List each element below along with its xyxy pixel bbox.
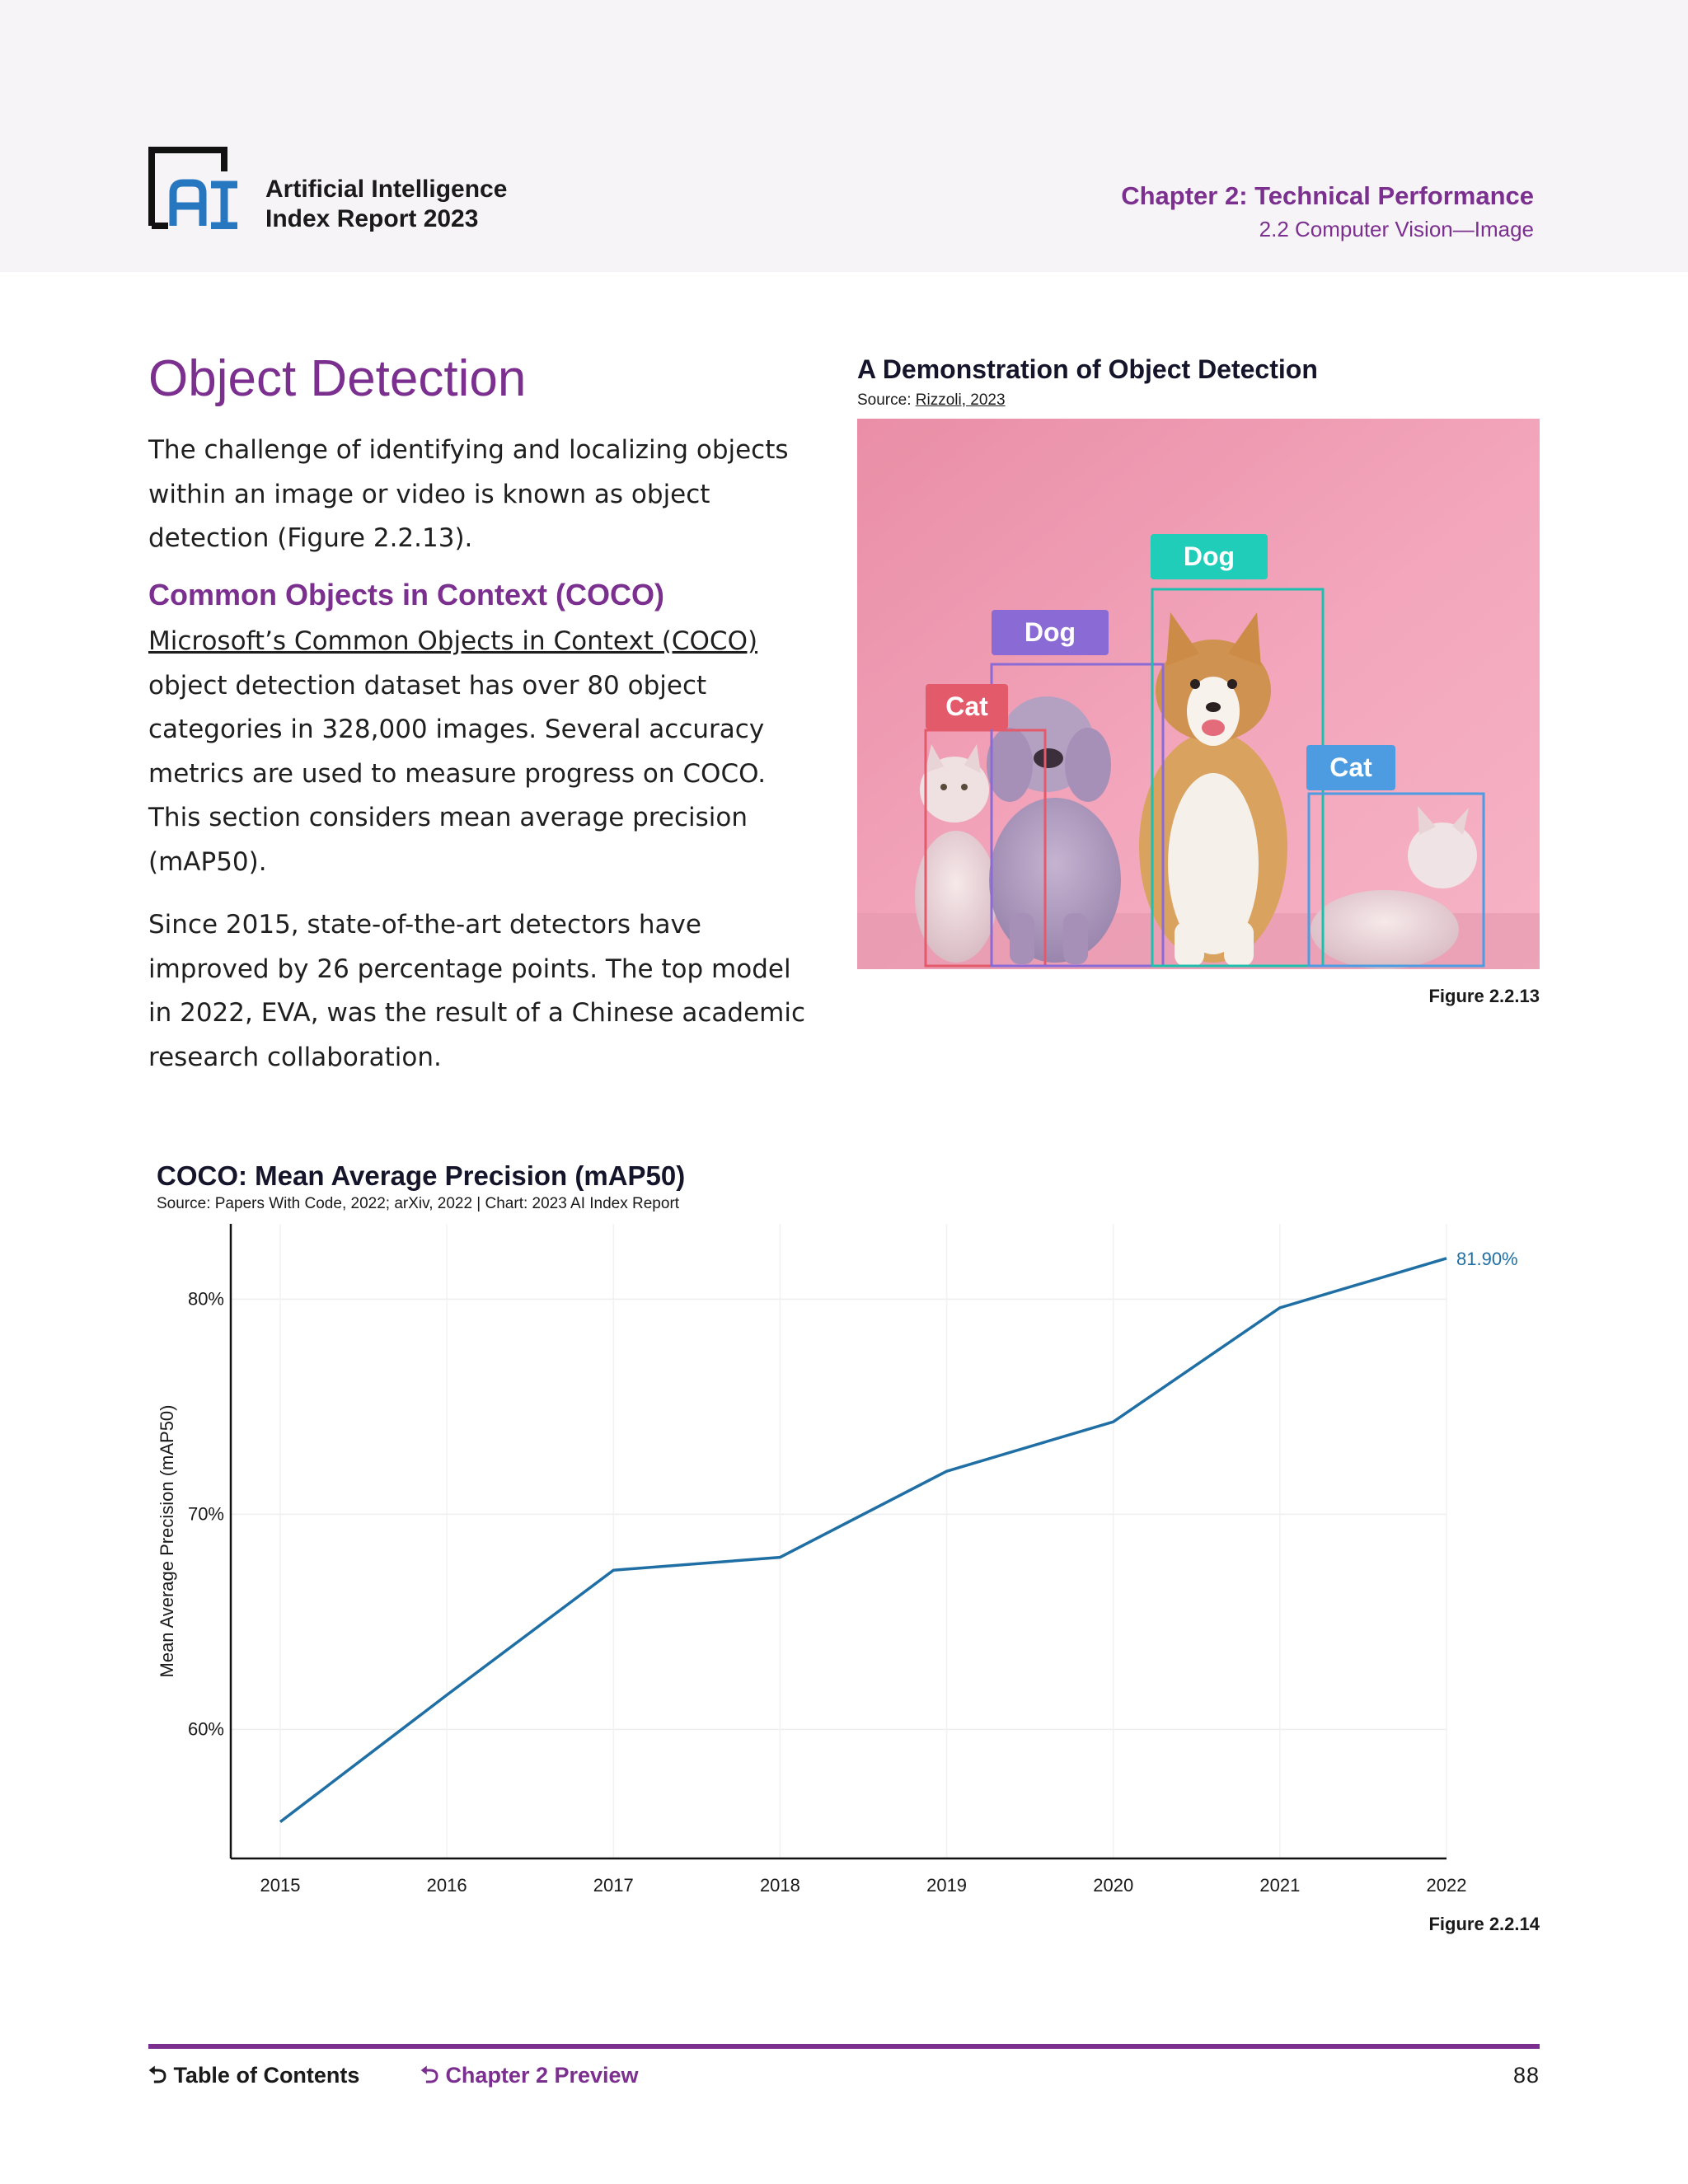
chapter-heading	[1121, 180, 1534, 244]
x-tick-label: 2018	[759, 1875, 800, 1896]
x-tick-label: 2019	[926, 1875, 968, 1896]
x-tick-label: 2020	[1093, 1875, 1134, 1896]
figure1-source-link[interactable]: Rizzoli, 2023	[915, 391, 1006, 409]
chart-gridlines	[231, 1224, 1447, 1858]
progress-paragraph: Since 2015, state-of-the-art detectors have improved by 26 percentage points. The top model in 2022, EVA, was the result of a Chinese academic research collaboration.	[148, 910, 806, 1072]
intro-paragraph: The challenge of identifying and localizing objects within an image or video is known as object detection (Figure 2.2.13).	[148, 435, 789, 553]
figure1-number: Figure 2.2.13	[1428, 986, 1540, 1006]
chart-ticks	[188, 1288, 1467, 1896]
chapter-title: Chapter 2: Technical Performance	[1121, 181, 1534, 210]
cat-right-label: Cat	[1329, 752, 1372, 782]
report-title-line1: Artificial Intelligence	[265, 176, 508, 203]
y-tick-label: 80%	[187, 1288, 224, 1310]
cat-left-label: Cat	[945, 691, 988, 721]
figure1-title: A Demonstration of Object Detection	[857, 354, 1318, 384]
x-tick-label: 2021	[1259, 1875, 1301, 1896]
poodle-shape	[987, 696, 1121, 964]
report-title-line2: Index Report 2023	[265, 205, 479, 232]
figure1-source-prefix: Source:	[857, 391, 916, 409]
cat-left-shape	[915, 744, 997, 963]
coco-dataset-link[interactable]: Microsoft’s Common Objects in Context (COCO)	[148, 626, 758, 656]
footer-divider	[148, 2044, 1540, 2049]
x-tick-label: 2016	[426, 1875, 467, 1896]
y-axis-label: Mean Average Precision (mAP50)	[157, 1404, 177, 1678]
coco-paragraph-text: object detection dataset has over 80 object categories in 328,000 images. Several accuracy metrics are used to measure progress on COCO. This section considers mean average precision (mAP50).	[148, 670, 767, 877]
report-title	[265, 175, 507, 234]
chart-axes	[231, 1224, 1447, 1858]
chapter-preview-link[interactable]	[420, 2060, 639, 2090]
figure1-source	[857, 391, 1006, 410]
figure2-number: Figure 2.2.14	[1428, 1914, 1540, 1934]
chapter-preview-label: Chapter 2 Preview	[445, 2063, 639, 2088]
page-title: Object Detection	[148, 350, 527, 407]
table-of-contents-link[interactable]	[148, 2060, 359, 2090]
x-tick-label: 2022	[1426, 1875, 1467, 1896]
y-tick-label: 70%	[187, 1503, 224, 1525]
ai-index-logo	[148, 147, 241, 229]
y-tick-label: 60%	[187, 1718, 224, 1740]
dog-left-label: Dog	[1024, 617, 1076, 647]
coco-paragraph	[148, 620, 808, 884]
return-arrow-icon: ⮌	[420, 2062, 439, 2088]
toc-label: Table of Contents	[173, 2063, 360, 2088]
dog-right-label: Dog	[1183, 541, 1236, 571]
page-header	[0, 0, 1688, 272]
x-tick-label: 2015	[260, 1875, 301, 1896]
map50-series-line	[280, 1258, 1447, 1822]
return-arrow-icon: ⮌	[148, 2062, 167, 2088]
page-number: 88	[1512, 2063, 1540, 2088]
chart-source: Source: Papers With Code, 2022; arXiv, 2022 | Chart: 2023 AI Index Report	[157, 1195, 680, 1212]
x-tick-label: 2017	[593, 1875, 634, 1896]
end-value-label: 81.90%	[1456, 1248, 1518, 1269]
object-detection-photo	[857, 419, 1540, 969]
chart-series	[280, 1249, 1518, 1822]
coco-subtitle: Common Objects in Context (COCO)	[148, 578, 665, 612]
section-title: 2.2 Computer Vision—Image	[1259, 217, 1534, 241]
chart-title: COCO: Mean Average Precision (mAP50)	[157, 1160, 686, 1191]
